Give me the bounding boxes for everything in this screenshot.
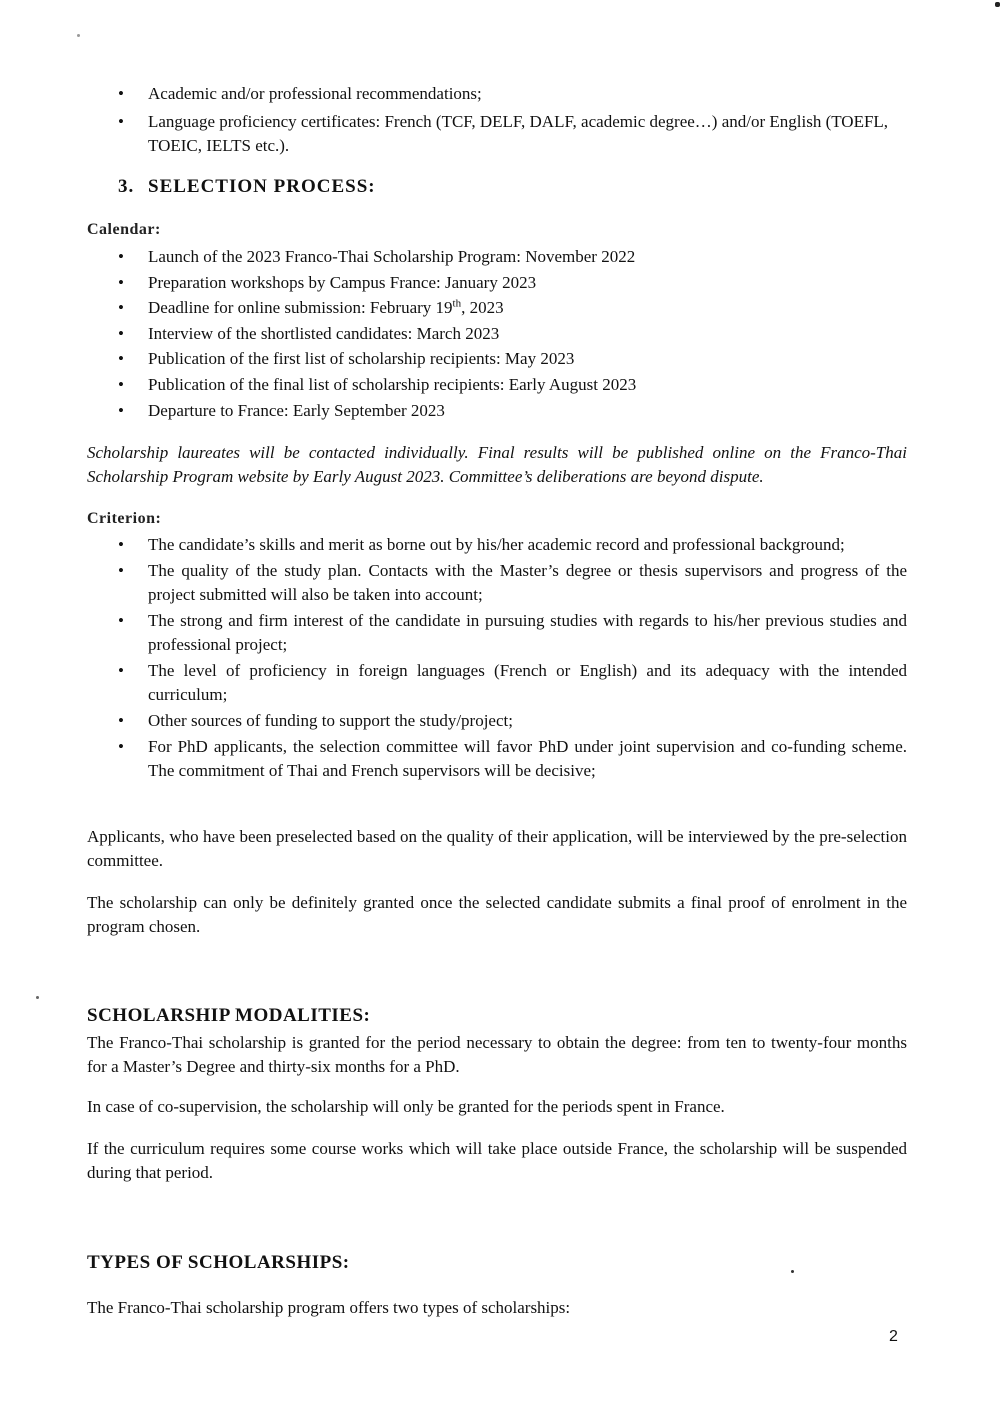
list-item: • Academic and/or professional recommendations; — [87, 82, 907, 106]
list-item — [87, 295, 907, 321]
scan-speck — [36, 996, 39, 999]
deadline-year: , 2023 — [461, 298, 504, 318]
scan-speck — [995, 2, 1000, 7]
list-item: • Preparation workshops by Campus France: January 2023 — [87, 270, 907, 296]
list-item: • Departure to France: Early September 2023 — [87, 398, 907, 424]
preselection-paragraph: Applicants, who have been preselected based on the quality of their application, will be interviewed by the pre-selection committee. — [87, 827, 907, 870]
deadline-text: Deadline for online submission: February 19 — [148, 298, 453, 318]
page-number: 2 — [889, 1328, 898, 1345]
section-title: SELECTION PROCESS: — [148, 176, 376, 197]
scan-speck — [791, 1270, 794, 1273]
criteria-list — [87, 533, 907, 783]
calendar-list — [87, 244, 907, 423]
calendar-label: Calendar: — [87, 221, 161, 238]
criterion-label: Criterion: — [87, 510, 162, 527]
list-item: • The strong and firm interest of the candidate in pursuing studies with regards to his/her previous studies and professional project; — [87, 609, 907, 657]
list-item: • Launch of the 2023 Franco-Thai Scholarship Program: November 2022 — [87, 244, 907, 270]
modalities-paragraph-suspension: If the curriculum requires some course works which will take place outside France, the scholarship will be suspended during that period. — [87, 1139, 907, 1182]
modalities-heading: SCHOLARSHIP MODALITIES: — [87, 1005, 371, 1026]
scan-speck — [77, 34, 80, 37]
list-item: • Other sources of funding to support the study/project; — [87, 709, 907, 733]
list-item: • The candidate’s skills and merit as borne out by his/her academic record and professional background; — [87, 533, 907, 557]
modalities-paragraph-cosupervision: In case of co-supervision, the scholarship will only be granted for the periods spent in France. — [87, 1097, 725, 1116]
list-item: • Interview of the shortlisted candidates: March 2023 — [87, 321, 907, 347]
list-item: • The quality of the study plan. Contacts with the Master’s degree or thesis supervisors and progress of the project submitted will also be taken into account; — [87, 559, 907, 607]
list-item: • The level of proficiency in foreign languages (French or English) and its adequacy with the intended curriculum; — [87, 659, 907, 707]
ordinal-suffix: th — [452, 297, 462, 310]
types-heading: TYPES OF SCHOLARSHIPS: — [87, 1252, 350, 1273]
requirements-list — [87, 82, 907, 158]
section-number: 3. — [118, 176, 135, 197]
list-item: • Language proficiency certificates: French (TCF, DELF, DALF, academic degree…) and/or English (TOEFL, TOEIC, IELTS etc.). — [87, 110, 907, 158]
list-item: • Publication of the final list of scholarship recipients: Early August 2023 — [87, 372, 907, 398]
types-paragraph: The Franco-Thai scholarship program offers two types of scholarships: — [87, 1298, 571, 1317]
list-item: • Publication of the first list of scholarship recipients: May 2023 — [87, 346, 907, 372]
modalities-paragraph-duration: The Franco-Thai scholarship is granted for the period necessary to obtain the degree: from ten to twenty-four months for a Master’s Degree and thirty-six months for a PhD. — [87, 1033, 907, 1076]
results-note: Scholarship laureates will be contacted individually. Final results will be published online on the Franco-Thai Scholarship Program website by Early August 2023. Committee’s deliberations are beyond dispute. — [87, 443, 907, 486]
list-item: • For PhD applicants, the selection committee will favor PhD under joint supervision and co-funding scheme. The commitment of Thai and French supervisors will be decisive; — [87, 735, 907, 783]
section-heading-selection — [118, 175, 938, 199]
enrolment-paragraph: The scholarship can only be definitely granted once the selected candidate submits a final proof of enrolment in the program chosen. — [87, 893, 907, 936]
